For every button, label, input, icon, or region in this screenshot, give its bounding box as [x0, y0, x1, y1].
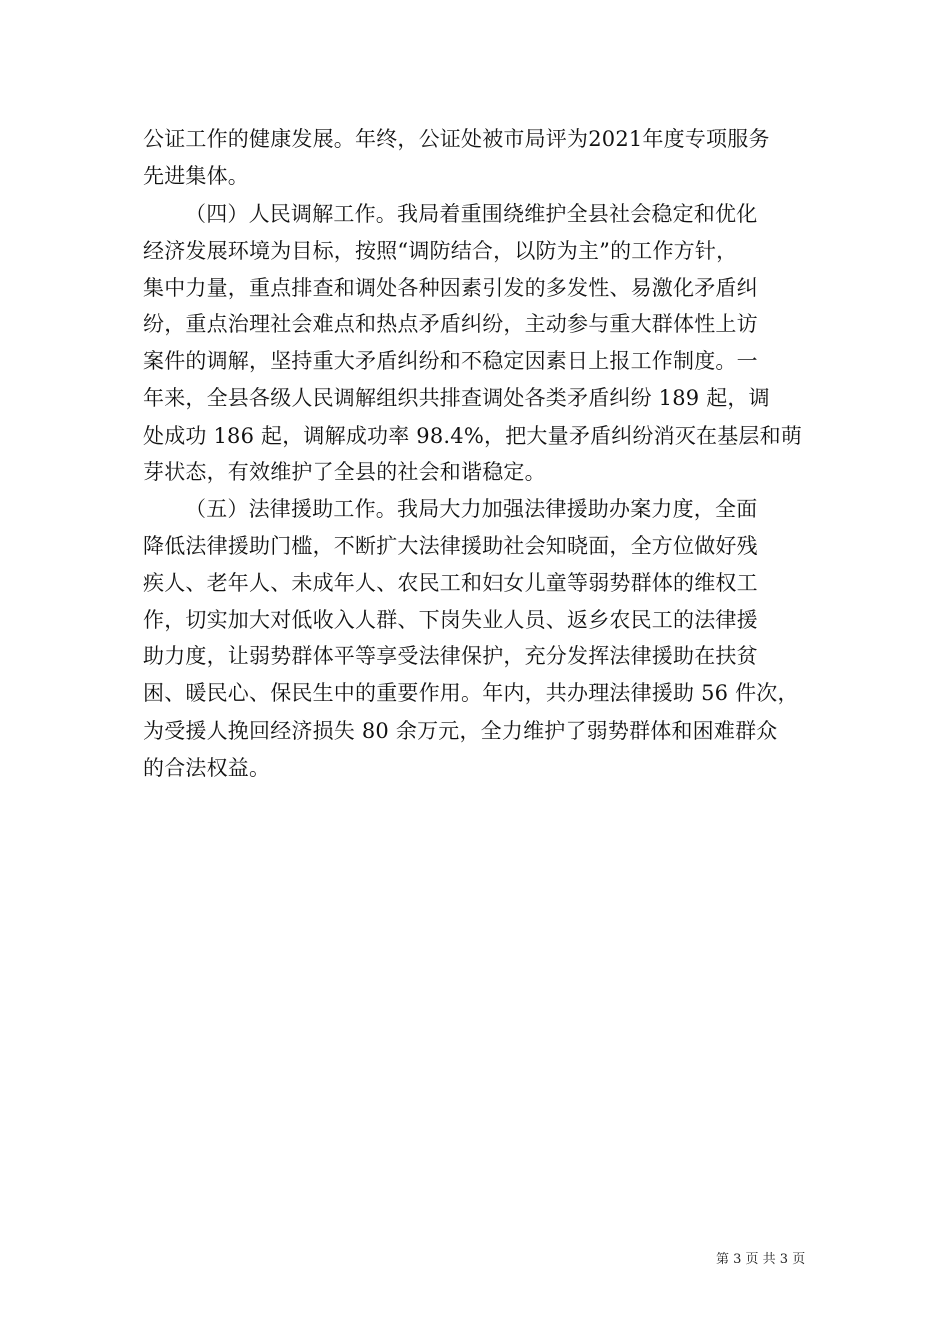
text-line: 疾人、老年人、未成年人、农民工和妇女儿童等弱势群体的维权工 [143, 571, 758, 595]
text-line: 处成功 186 起，调解成功率 98.4%，把大量矛盾纠纷消灭在基层和萌 [143, 424, 803, 448]
text-line: 公证工作的健康发展。年终，公证处被市局评为2021年度专项服务 [143, 127, 770, 151]
text-line: （四）人民调解工作。我局着重围绕维护全县社会稳定和优化 [185, 202, 758, 226]
text-line: （五）法律援助工作。我局大力加强法律援助办案力度，全面 [185, 497, 758, 521]
text-line: 先进集体。 [143, 164, 249, 188]
text-line: 年来，全县各级人民调解组织共排查调处各类矛盾纠纷 189 起，调 [143, 386, 770, 410]
text-line: 助力度，让弱势群体平等享受法律保护，充分发挥法律援助在扶贫 [143, 644, 758, 668]
text-line: 纷，重点治理社会难点和热点矛盾纠纷，主动参与重大群体性上访 [143, 312, 758, 336]
text-line: 降低法律援助门槛，不断扩大法律援助社会知晓面，全方位做好残 [143, 534, 758, 558]
text-line: 集中力量，重点排查和调处各种因素引发的多发性、易激化矛盾纠 [143, 276, 758, 300]
page-number-footer: 第 3 页 共 3 页 [716, 1252, 806, 1267]
text-line: 的合法权益。 [143, 756, 271, 780]
text-line: 芽状态，有效维护了全县的社会和谐稳定。 [143, 460, 546, 484]
text-line: 经济发展环境为目标，按照“调防结合，以防为主”的工作方针， [143, 239, 738, 263]
text-line: 为受援人挽回经济损失 80 余万元，全力维护了弱势群体和困难群众 [143, 719, 778, 743]
text-line: 案件的调解，坚持重大矛盾纠纷和不稳定因素日上报工作制度。一 [143, 349, 758, 373]
text-line: 困、暖民心、保民生中的重要作用。年内，共办理法律援助 56 件次， [143, 681, 799, 705]
text-line: 作，切实加大对低收入人群、下岗失业人员、返乡农民工的法律援 [143, 608, 758, 632]
